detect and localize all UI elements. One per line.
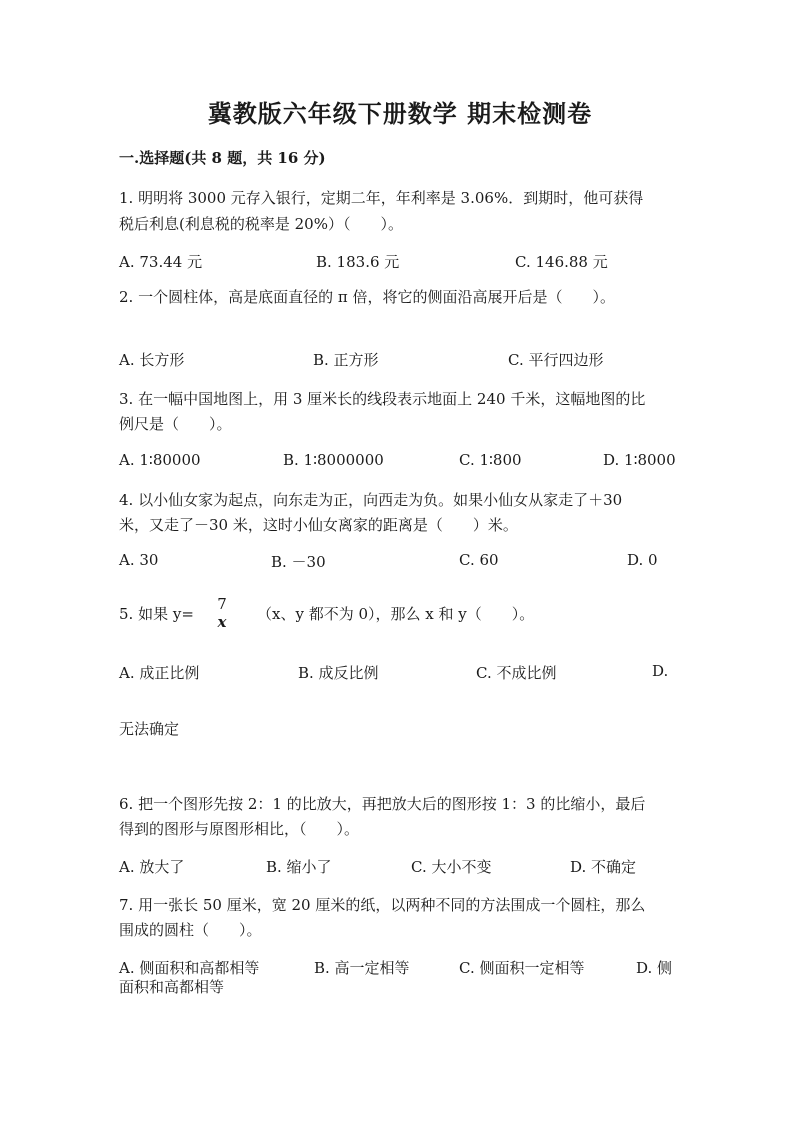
q2-option-b: B. 正方形 <box>313 351 379 369</box>
question-7-line-1: 7. 用一张长 50 厘米，宽 20 厘米的纸，以两种不同的方法围成一个圆柱，那么 <box>119 896 646 914</box>
question-3-line-2: 例尺是（ ）。 <box>119 415 232 433</box>
q1-option-b: B. 183.6 元 <box>316 253 400 271</box>
question-5-prefix: 5. 如果 y= <box>119 605 194 623</box>
q4-option-c: C. 60 <box>459 551 499 569</box>
q5-option-d: D. <box>652 662 669 680</box>
question-7-line-2: 围成的圆柱（ ）。 <box>119 921 262 939</box>
q6-option-b: B. 缩小了 <box>266 858 332 876</box>
q5-option-a: A. 成正比例 <box>119 664 200 682</box>
q5-option-b: B. 成反比例 <box>298 664 379 682</box>
question-4-line-2: 米，又走了－30 米，这时小仙女离家的距离是（ ）米。 <box>119 516 518 534</box>
q3-option-c: C. 1∶800 <box>459 451 522 469</box>
question-1-line-1: 1. 明明将 3000 元存入银行，定期二年，年利率是 3.06%．到期时，他可获得 <box>119 189 644 207</box>
q7-option-b: B. 高一定相等 <box>314 959 410 977</box>
q3-option-a: A. 1∶80000 <box>119 451 201 469</box>
question-6-line-2: 得到的图形与原图形相比，（ ）。 <box>119 820 360 838</box>
q6-option-d: D. 不确定 <box>570 858 637 876</box>
page-title: 冀教版六年级下册数学 期末检测卷 <box>207 99 593 128</box>
q2-option-a: A. 长方形 <box>119 351 185 369</box>
q1-option-c: C. 146.88 元 <box>515 253 608 271</box>
q7-option-d: D. 侧 <box>636 959 673 977</box>
q3-option-d: D. 1∶8000 <box>603 451 676 469</box>
question-4-line-1: 4. 以小仙女家为起点，向东走为正，向西走为负。如果小仙女从家走了＋30 <box>119 491 623 509</box>
question-1-line-2: 税后利息(利息税的税率是 20%）（ ）。 <box>119 215 403 233</box>
q7-option-c: C. 侧面积一定相等 <box>459 959 585 977</box>
question-2-line-1: 2. 一个圆柱体，高是底面直径的 π 倍，将它的侧面沿高展开后是（ ）。 <box>119 288 615 306</box>
q5-option-c: C. 不成比例 <box>476 664 557 682</box>
q6-option-c: C. 大小不变 <box>411 858 492 876</box>
question-3-line-1: 3. 在一幅中国地图上，用 3 厘米长的线段表示地面上 240 千米，这幅地图的比 <box>119 390 646 408</box>
fraction-seven-over-x <box>212 595 232 631</box>
q7-option-d-continued: 面积和高都相等 <box>119 978 225 996</box>
fraction-denominator: x <box>217 613 227 631</box>
q5-option-d-continued: 无法确定 <box>119 720 180 738</box>
q7-option-a: A. 侧面积和高都相等 <box>119 959 260 977</box>
q1-option-a: A. 73.44 元 <box>119 253 203 271</box>
q4-option-b: B. －30 <box>271 553 326 571</box>
fraction-numerator: 7 <box>217 595 227 613</box>
q2-option-c: C. 平行四边形 <box>508 351 604 369</box>
q3-option-b: B. 1∶8000000 <box>283 451 384 469</box>
question-5-suffix: （x、y 都不为 0），那么 x 和 y（ ）。 <box>257 605 535 623</box>
section-heading: 一.选择题(共 8 题，共 16 分) <box>119 149 326 167</box>
q4-option-d: D. 0 <box>627 551 658 569</box>
q6-option-a: A. 放大了 <box>119 858 185 876</box>
q4-option-a: A. 30 <box>119 551 159 569</box>
question-6-line-1: 6. 把一个图形先按 2：1 的比放大，再把放大后的图形按 1：3 的比缩小，最后 <box>119 795 646 813</box>
